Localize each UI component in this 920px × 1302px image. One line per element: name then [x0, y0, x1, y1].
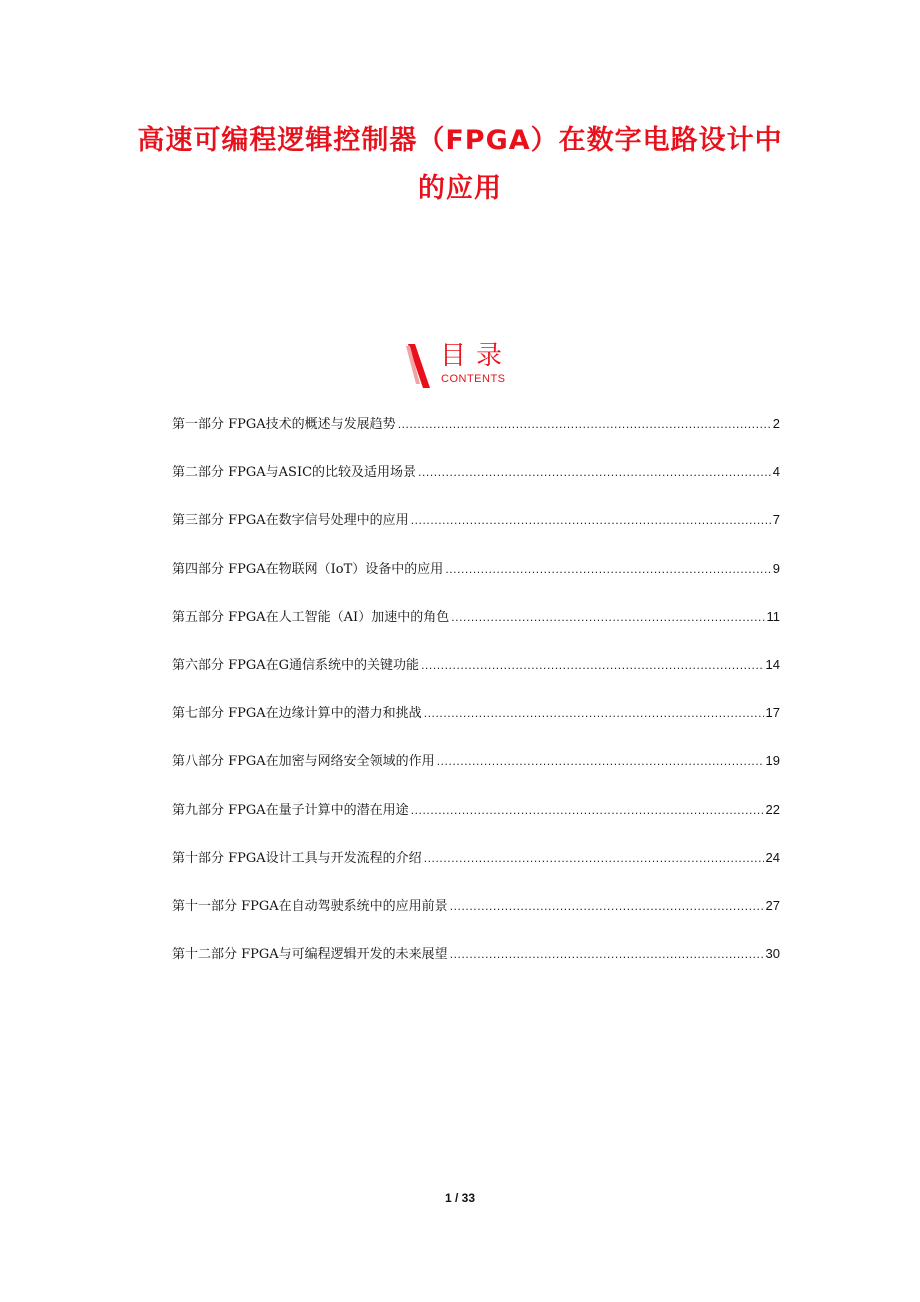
toc-entry-title: 第八部分 FPGA在加密与网络安全领域的作用	[172, 754, 435, 770]
toc-entry-page: 14	[765, 656, 780, 672]
toc-entry-page: 7	[772, 512, 780, 528]
toc-subtitle: CONTENTS	[441, 373, 506, 385]
toc-entry-page: 24	[765, 849, 780, 865]
toc-entry[interactable]	[172, 510, 780, 558]
toc-entry[interactable]	[172, 703, 780, 751]
toc-title: 目录	[440, 341, 513, 371]
page-number: 1 / 33	[444, 1191, 476, 1205]
toc-heading	[400, 340, 530, 390]
toc-entry-title: 第十一部分 FPGA在自动驾驶系统中的应用前景	[172, 898, 448, 914]
toc-entry-page: 9	[772, 560, 780, 576]
toc-entry[interactable]	[172, 800, 780, 848]
toc-dot-leader	[450, 896, 764, 916]
toc-entry-title: 第七部分 FPGA在边缘计算中的潜力和挑战	[172, 706, 422, 722]
toc-dot-leader	[451, 607, 764, 627]
toc-entry-title: 第十二部分 FPGA与可编程逻辑开发的未来展望	[172, 947, 448, 963]
toc-entry-page: 27	[765, 897, 780, 913]
toc-dot-leader	[437, 751, 764, 771]
toc-entry[interactable]	[172, 944, 780, 992]
toc-list	[172, 414, 780, 992]
toc-entry[interactable]	[172, 655, 780, 703]
toc-entry[interactable]	[172, 607, 780, 655]
toc-entry-page: 17	[765, 705, 780, 721]
toc-entry-title: 第四部分 FPGA在物联网（IoT）设备中的应用	[172, 561, 444, 577]
document-title-line-1: 高速可编程逻辑控制器（FPGA）在数字电路设计中	[137, 125, 783, 156]
toc-dot-leader	[424, 848, 764, 868]
toc-entry-title: 第一部分 FPGA技术的概述与发展趋势	[172, 417, 396, 432]
toc-entry-page: 4	[772, 464, 780, 480]
toc-entry[interactable]	[172, 559, 780, 607]
toc-entry-page: 30	[765, 946, 780, 962]
toc-dot-leader	[445, 559, 770, 579]
toc-dot-leader	[398, 414, 771, 434]
red-bookmark-stripe-icon	[406, 344, 432, 388]
toc-dot-leader	[424, 703, 764, 723]
toc-entry[interactable]	[172, 896, 780, 944]
toc-entry-title: 第十部分 FPGA设计工具与开发流程的介绍	[172, 850, 422, 866]
toc-entry-page: 2	[772, 416, 780, 431]
toc-dot-leader	[421, 655, 763, 675]
toc-dot-leader	[411, 510, 771, 530]
toc-entry[interactable]	[172, 462, 780, 510]
toc-entry-page: 22	[765, 801, 780, 817]
toc-entry[interactable]	[172, 414, 780, 462]
document-title-line-2: 的应用	[418, 173, 502, 204]
toc-entry-page: 11	[766, 608, 780, 624]
toc-entry-title: 第二部分 FPGA与ASIC的比较及适用场景	[172, 465, 417, 481]
toc-dot-leader	[418, 462, 771, 482]
toc-entry-title: 第三部分 FPGA在数字信号处理中的应用	[172, 513, 409, 529]
toc-entry-title: 第五部分 FPGA在人工智能（AI）加速中的角色	[172, 609, 450, 625]
toc-dot-leader	[450, 944, 764, 964]
toc-dot-leader	[411, 800, 764, 820]
toc-entry-page: 19	[765, 753, 780, 769]
toc-entry-title: 第九部分 FPGA在量子计算中的潜在用途	[172, 802, 409, 818]
toc-entry[interactable]	[172, 751, 780, 799]
toc-entry-title: 第六部分 FPGA在G通信系统中的关键功能	[172, 657, 420, 673]
toc-entry[interactable]	[172, 848, 780, 896]
